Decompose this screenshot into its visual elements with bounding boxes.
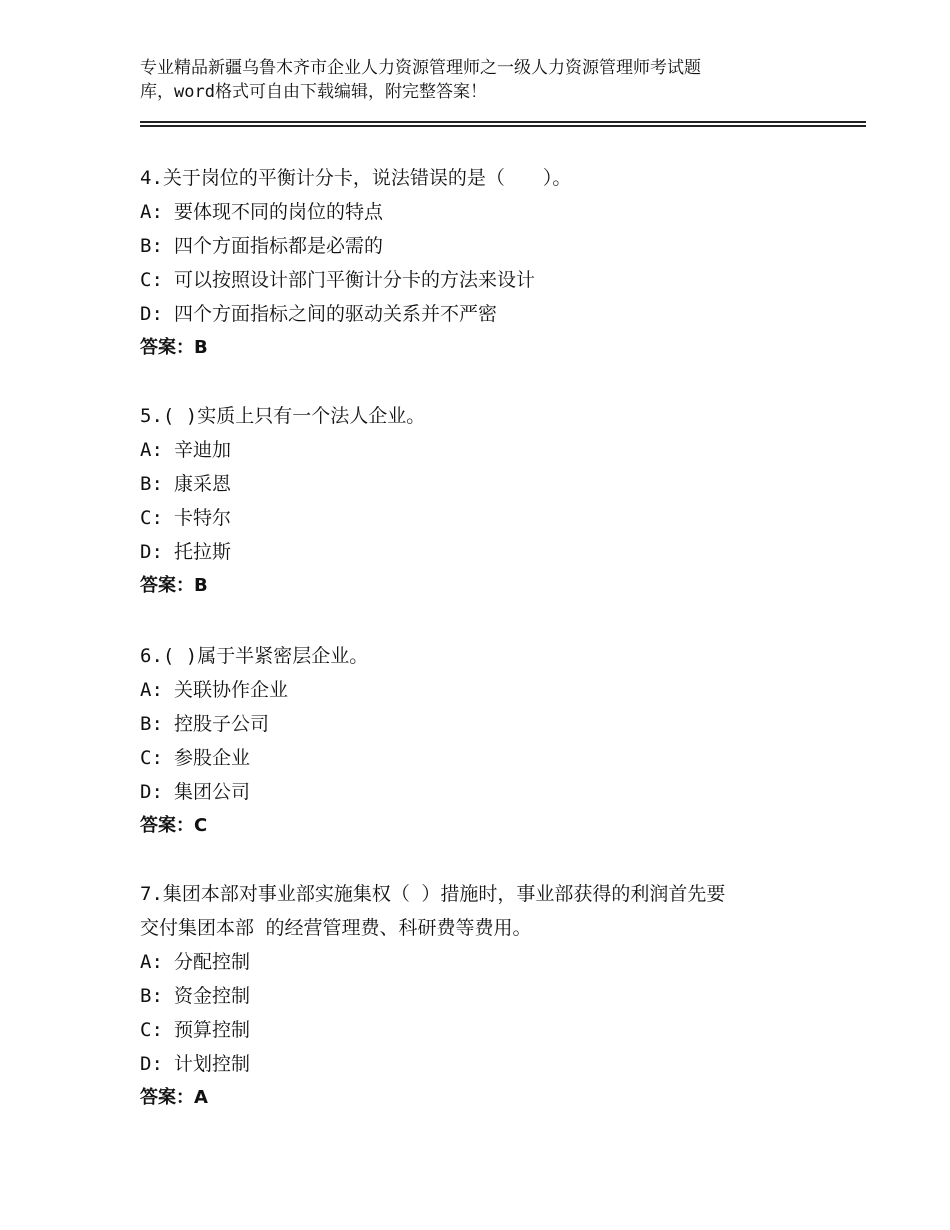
option-letter: C:: [140, 507, 163, 529]
option-text: 卡特尔: [174, 507, 232, 529]
option-c: [140, 501, 840, 535]
answer-line: 答案：A: [140, 1087, 208, 1108]
option-text: 关联协作企业: [174, 679, 289, 701]
option-text: 四个方面指标之间的驱动关系并不严密: [174, 303, 498, 325]
option-letter: B:: [140, 235, 163, 257]
option-text: 计划控制: [174, 1053, 251, 1075]
option-letter: B:: [140, 473, 163, 495]
option-letter: C:: [140, 747, 163, 769]
option-c: [140, 741, 840, 775]
question-stem: 6.( )属于半紧密层企业。: [140, 645, 369, 667]
option-text: 可以按照设计部门平衡计分卡的方法来设计: [174, 269, 536, 291]
option-a: [140, 433, 840, 467]
question-stem: 4.关于岗位的平衡计分卡，说法错误的是（ ）。: [140, 167, 572, 189]
option-letter: A:: [140, 201, 163, 223]
option-text: 资金控制: [174, 985, 251, 1007]
option-a: [140, 673, 840, 707]
question-4: [140, 161, 840, 365]
option-letter: B:: [140, 985, 163, 1007]
option-d: [140, 535, 840, 569]
option-text: 分配控制: [174, 951, 251, 973]
option-a: [140, 195, 840, 229]
header-line-2: 库，word格式可自由下载编辑，附完整答案！: [140, 82, 487, 102]
option-text: 集团公司: [174, 781, 251, 803]
answer-line: 答案：B: [140, 337, 208, 358]
option-d: [140, 297, 840, 331]
header-divider-bottom: [140, 125, 866, 127]
option-letter: D:: [140, 1053, 163, 1075]
option-letter: A:: [140, 679, 163, 701]
option-text: 参股企业: [174, 747, 251, 769]
option-text: 四个方面指标都是必需的: [174, 235, 384, 257]
option-letter: C:: [140, 269, 163, 291]
option-c: [140, 1013, 840, 1047]
option-b: [140, 467, 840, 501]
question-stem: 5.( )实质上只有一个法人企业。: [140, 405, 426, 427]
option-text: 辛迪加: [174, 439, 232, 461]
question-5: [140, 399, 840, 603]
option-b: [140, 979, 840, 1013]
question-6: [140, 639, 840, 843]
option-letter: C:: [140, 1019, 163, 1041]
option-text: 要体现不同的岗位的特点: [174, 201, 384, 223]
document-header: [140, 56, 780, 104]
option-letter: D:: [140, 781, 163, 803]
question-stem-line-1: 7.集团本部对事业部实施集权（ ）措施时，事业部获得的利润首先要: [140, 883, 726, 905]
option-d: [140, 1047, 840, 1081]
header-line-1: 专业精品新疆乌鲁木齐市企业人力资源管理师之一级人力资源管理师考试题: [140, 58, 701, 78]
option-letter: A:: [140, 951, 163, 973]
option-letter: B:: [140, 713, 163, 735]
option-text: 控股子公司: [174, 713, 270, 735]
header-divider-top: [140, 121, 866, 123]
answer-line: 答案：B: [140, 575, 208, 596]
option-a: [140, 945, 840, 979]
option-d: [140, 775, 840, 809]
option-text: 托拉斯: [174, 541, 232, 563]
option-letter: A:: [140, 439, 163, 461]
question-stem-line-2: 交付集团本部 的经营管理费、科研费等费用。: [140, 917, 532, 939]
option-b: [140, 229, 840, 263]
option-text: 预算控制: [174, 1019, 251, 1041]
option-text: 康采恩: [174, 473, 232, 495]
option-letter: D:: [140, 303, 163, 325]
option-letter: D:: [140, 541, 163, 563]
option-b: [140, 707, 840, 741]
answer-line: 答案：C: [140, 815, 208, 836]
option-c: [140, 263, 840, 297]
question-7: [140, 877, 840, 1115]
